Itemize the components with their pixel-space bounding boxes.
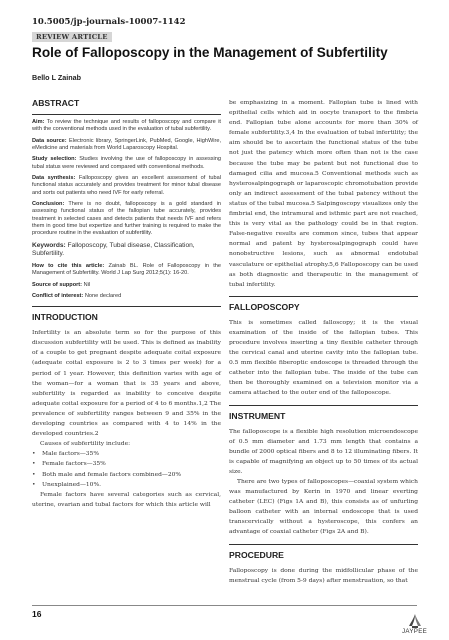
list-item: • Both male and female factors combined—20% [32, 470, 221, 480]
introduction-heading: INTRODUCTION [32, 312, 98, 323]
abstract-study-selection [32, 156, 221, 171]
instrument-heading: INSTRUMENT [229, 410, 286, 421]
left-column [32, 98, 221, 510]
keywords-label: Keywords: [32, 241, 66, 249]
article-title: Role of Falloposcopy in the Management of Subfertility [32, 45, 388, 60]
abstract-data-source [32, 138, 221, 153]
cite-text: Zainab BL. Role of Falloposcopy in the Management of Subfertility. World J Lap Surg 2012;5(1): 16-20. [32, 262, 221, 277]
publisher-name: JAYPEE [402, 628, 428, 635]
abstract-rule [32, 114, 221, 115]
conflict-label: Conflict of interest: [32, 292, 84, 299]
abstract-conclusion [32, 201, 221, 238]
instrument-paragraph-1: The falloposcope is a flexible high resolution microendoscope of 0.5 mm diameter and 1.73 mm length that contains a bundle of 2000 optical fibers and 8 to 12 illuminating fibers. It is capable of magnifying an object up to 50 times of its actual size. [229, 427, 418, 475]
list-item: • Male factors—35% [32, 449, 221, 459]
data-synthesis-text: Falloposcopy gives an excellent assessment of tubal functional status accurately and provides treatment for minor tubal disease and sorts out patients who need IVF for early referral. [32, 175, 221, 196]
doi-line: 10.5005/jp-journals-10007-1142 [32, 17, 186, 27]
instrument-paragraph-2: There are two types of falloposcopes—coaxial system which was manufactured by Kerin in 1970 and linear everting catheter (LEC) (Figs 1A and B), this consists as of unfurling balloon catheter with an internal endoscope that is used transcervically without a hysteroscope, this confers an advantage of coaxial catheter (Figs 2A and B). [229, 478, 418, 536]
article-type-badge: REVIEW ARTICLE [32, 32, 112, 42]
conclusion-text: There is no doubt, falloposcopy is a gold standard in assessing functional status of the fallopian tube accurately, provides treatment in selected cases and detects patients that needs IVF and refers them in good time but expertize and further training is required to make the procedure routine in the evaluation of subfertility. [32, 201, 221, 237]
study-selection-text: Studies involving the use of falloposcopy in assessing tubal status were reviewed and compared with conventional methods. [32, 156, 221, 170]
abstract-data-synthesis [32, 175, 221, 197]
instrument-rule [229, 405, 418, 406]
keywords-text: Falloposcopy, Tubal disease, Classification, Subfertility. [32, 241, 195, 257]
source-of-support [32, 282, 221, 289]
procedure-paragraph: Falloposcopy is done during the midfollicular phase of the menstrual cycle (from 5-9 days) after menstruation, so that [229, 566, 418, 584]
data-synthesis-label: Data synthesis: [32, 175, 76, 182]
procedure-rule [229, 544, 418, 545]
causes-list [32, 449, 221, 489]
data-source-label: Data source: [32, 137, 67, 144]
abstract-aim [32, 119, 221, 134]
conflict-text: None declared [83, 292, 122, 299]
page-number: 16 [32, 609, 42, 619]
aim-text: To review the technique and results of falloposcopy and compare it with the conventional methods used in the evaluation of tubal subfertility. [32, 119, 221, 133]
abstract-heading: ABSTRACT [32, 98, 80, 108]
support-text: Nil [82, 281, 91, 288]
aim-label: Aim: [32, 119, 45, 125]
intro-rule [32, 306, 221, 307]
support-label: Source of support: [32, 281, 83, 288]
list-item: • Female factors—35% [32, 459, 221, 469]
footer-rule [32, 605, 417, 606]
list-item: • Unexplained—10%. [32, 480, 221, 490]
intro-paragraph-1: Infertility is an absolute term so for the purpose of this discussion subfertility will be used. This is defined as inability of a couple to get pregnant despite adequate coital exposure (adequate coital exposure is 2 to 3 times per week) for a period of 1 year. However, this definition varies with age of the woman—for a woman that is 35 years and above, subfertility is regarded as inability to conceive despite adequate coital exposure for a period of 4 to 6 months.1,2 The prevalence of subfertility ranges between 9 and 35% in the developing countries as compared with 4 to 14% in the developed countries.2 [32, 329, 221, 438]
procedure-heading: PROCEDURE [229, 549, 284, 560]
cite-label: How to cite this article: [32, 262, 105, 269]
falloposcopy-paragraph: This is sometimes called falloscopy; it is the visual examination of the inside of the fallopian tubes. This procedure involves inserting a tiny flexible catheter through the cervical canal and uterine cavity into the fallopian tube. 0.5 mm flexible fiberoptic endoscope is threaded through the catheter into the fallopian tube. The inside of the tube can then be thoroughly examined on a television monitor via a camera attached to the outer end of the falloposcope. [229, 318, 418, 397]
study-selection-label: Study selection: [32, 156, 77, 163]
conclusion-label: Conclusion: [32, 201, 65, 208]
right-column [229, 98, 418, 586]
author-name: Bello L Zainab [32, 73, 81, 82]
data-source-text: Electronic library, SpringerLink, PubMed, Google, HighWire, eMedicine and materials from World Laparoscopy Hospital. [32, 137, 221, 152]
right-paragraph-1: be emphasizing in a moment. Fallopian tube is lined with epithelial cells which aid in oocyte transport to the fimbria end. Fallopian tube alone accounts for more than 30% of female subfertility.3,4 In the evaluation of tubal infertility; the aim should be to ascertain the functional status of the tube not just the patency which more often than not is the case because the tube may be patent but not functional due to damaged cilia and mucosa.5 Conventional methods such as hysterosalpingograph or laparoscopic chromotubation provide only an indirect assessment of the tubal patency without the status of the tubal mucosa.5 Salpingoscopy visualizes only the fimbrial end, the intramural and isthmic part are not reached, this is very vital as the pathology could be in that region. False-negative results are common since, tubes that appear normal and patent by hysterosalpingograph could have nonobstructive lesions, such as abnormal endotubal vasculature or epithelial atrophy.5,6 Falloposcopy can be used as both diagnostic and therapeutic in the management of tubal infertility. [229, 99, 418, 288]
how-to-cite [32, 263, 221, 278]
falloposcopy-heading: FALLOPOSCOPY [229, 301, 300, 312]
intro-paragraph-2: Causes of subfertility include: [40, 440, 131, 448]
falloposcopy-rule [229, 296, 418, 297]
conflict-of-interest [32, 293, 221, 300]
keywords [32, 242, 221, 258]
intro-paragraph-3: Female factors have several categories such as cervical, uterine, ovarian and tubal factors for which this article will [32, 490, 221, 508]
